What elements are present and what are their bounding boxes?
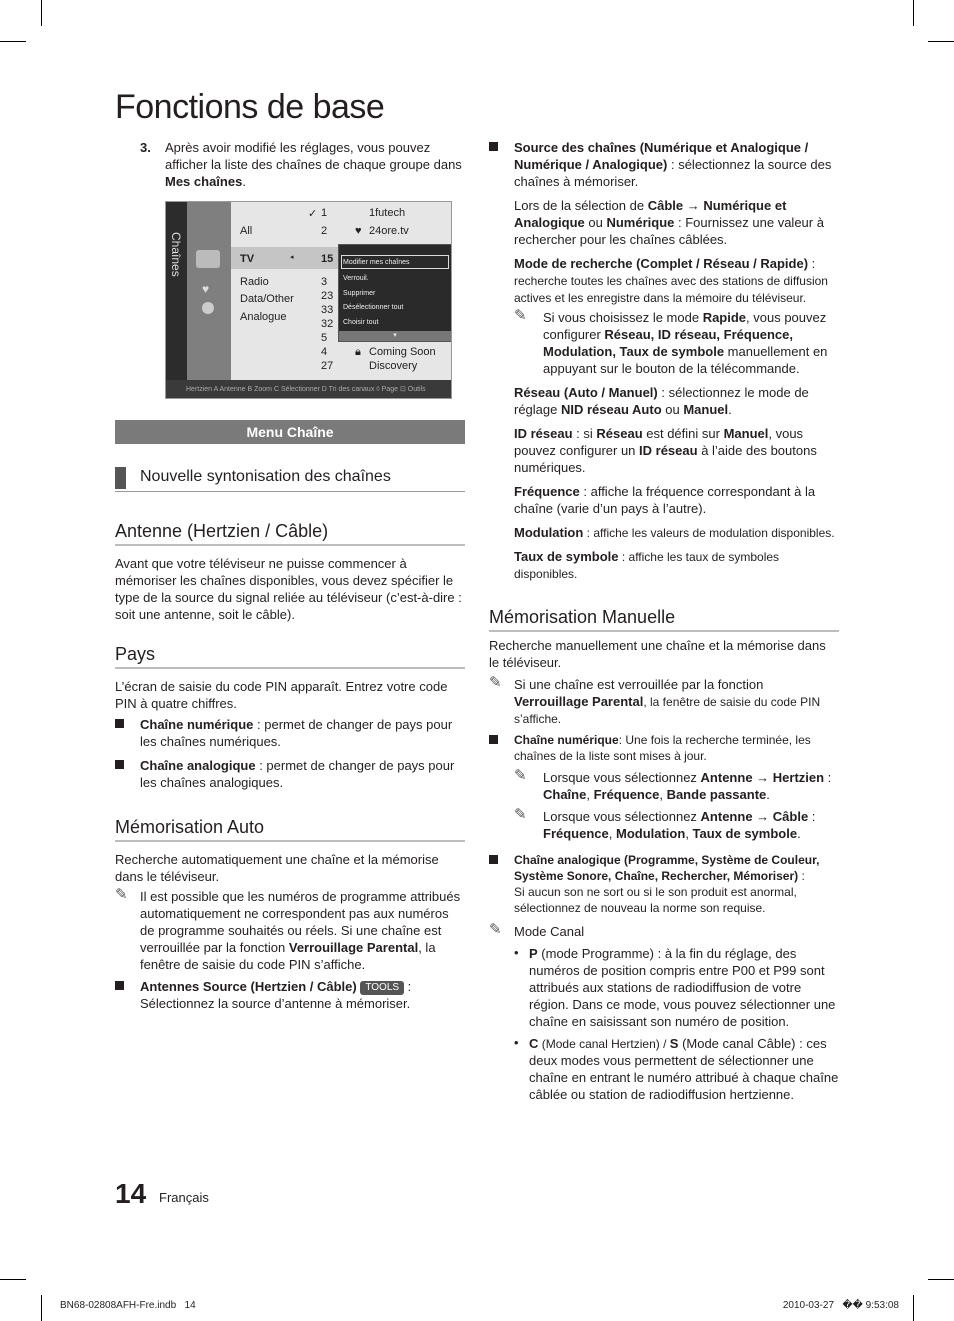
bold: Chaîne analogique bbox=[140, 758, 256, 773]
paragraph bbox=[489, 197, 839, 248]
bold: Réseau (Auto / Manuel) bbox=[514, 385, 658, 400]
bold: Verrouillage Parental bbox=[514, 694, 644, 709]
note bbox=[489, 676, 839, 727]
arrow-icon: ◂ bbox=[290, 254, 294, 261]
page-title: Fonctions de base bbox=[115, 88, 385, 126]
bold: Taux de symbole bbox=[692, 826, 798, 841]
bold: Verrouillage Parental bbox=[288, 940, 419, 955]
text: : bbox=[824, 770, 832, 785]
tools-badge: TOOLS bbox=[360, 981, 404, 995]
square-bullet-icon bbox=[489, 142, 498, 151]
channel-name: Coming Soon bbox=[369, 346, 436, 358]
heading-block bbox=[115, 467, 126, 489]
channel-name: 24ore.tv bbox=[369, 225, 409, 237]
dot-bullet-icon: • bbox=[514, 1035, 519, 1050]
number: 15 bbox=[321, 253, 334, 265]
text: : bbox=[808, 809, 816, 824]
crop-mark bbox=[0, 41, 26, 42]
text: : bbox=[808, 256, 816, 271]
text: , bbox=[659, 787, 667, 802]
paragraph bbox=[489, 548, 839, 582]
paragraph bbox=[489, 255, 839, 306]
step-text: Après avoir modifié les réglages, vous pouvez afficher la liste des chaînes de chaque groupe dans bbox=[165, 140, 462, 172]
text: Mode Canal bbox=[514, 924, 585, 939]
note bbox=[115, 888, 465, 973]
bold: Manuel bbox=[723, 426, 769, 441]
text: , la fenêtre de saisie du code PIN s’affiche. bbox=[514, 695, 821, 726]
subheading-text: Nouvelle syntonisation des chaînes bbox=[140, 468, 391, 485]
text: : bbox=[798, 869, 805, 883]
text: , bbox=[685, 826, 693, 841]
number: 4 bbox=[321, 346, 328, 358]
text: Lors de la sélection de bbox=[514, 198, 648, 213]
channel-list-screenshot bbox=[165, 201, 452, 399]
bold: Fréquence bbox=[593, 787, 660, 802]
bold: P bbox=[529, 946, 538, 961]
section-title: Pays bbox=[115, 643, 465, 669]
section-title: Mémorisation Auto bbox=[115, 816, 465, 842]
paragraph: Recherche automatiquement une chaîne et la mémorise dans le téléviseur. bbox=[115, 852, 439, 884]
bullet bbox=[115, 716, 465, 750]
number: 33 bbox=[321, 304, 334, 316]
bold: S bbox=[669, 1036, 679, 1051]
group-data: Data/Other bbox=[240, 293, 294, 305]
pencil-icon: ✎ bbox=[489, 674, 502, 691]
paragraph bbox=[489, 425, 839, 476]
text: : affiche les valeurs de modulation disponibles. bbox=[583, 526, 835, 540]
paragraph: L’écran de saisie du code PIN apparaît. Entrez votre code PIN à quatre chiffres. bbox=[115, 679, 448, 711]
bold: Fréquence bbox=[514, 484, 580, 499]
bold: Modulation bbox=[615, 826, 686, 841]
bold: Source des chaînes (Numérique et Analogique / Numérique / Analogique) bbox=[514, 140, 809, 172]
bold: ID réseau bbox=[514, 426, 573, 441]
pencil-icon: ✎ bbox=[489, 921, 502, 938]
lock-icon: 🔒︎ bbox=[355, 346, 361, 358]
text: (Mode canal Hertzien) / bbox=[538, 1037, 670, 1051]
bullet bbox=[115, 978, 465, 1012]
paragraph: Recherche manuellement une chaîne et la mémorise dans le téléviseur. bbox=[489, 638, 826, 670]
square-bullet-icon bbox=[115, 981, 124, 990]
paragraph: Avant que votre téléviseur ne puisse commencer à mémoriser les chaînes disponibles, vous devez spécifier le type de la source du signal reliée au téléviseur (c’est-à-dire : soit une antenne, soit le câble). bbox=[115, 556, 462, 622]
note bbox=[514, 808, 839, 842]
bold: Antenne → Câble bbox=[700, 809, 809, 824]
bold: Bande passante bbox=[666, 787, 767, 802]
group-analogue: Analogue bbox=[240, 311, 287, 323]
tools-popup bbox=[338, 244, 452, 342]
crop-mark bbox=[41, 0, 42, 26]
text: , bbox=[608, 826, 616, 841]
crop-mark bbox=[0, 1279, 26, 1280]
right-column bbox=[489, 139, 839, 1103]
footer-date: 2010-03-27 �� 9:53:08 bbox=[782, 1300, 899, 1311]
bottom-bar bbox=[166, 380, 452, 399]
note bbox=[489, 923, 839, 940]
number: 23 bbox=[321, 290, 334, 302]
group-radio: Radio bbox=[240, 276, 269, 288]
bold: Réseau, ID réseau, Fréquence, Modulation, Taux de symbole bbox=[543, 327, 794, 359]
number: 1 bbox=[321, 207, 328, 219]
bullet bbox=[489, 139, 839, 190]
popup-item[interactable]: Supprimer bbox=[343, 290, 376, 297]
text: Lorsque vous sélectionnez bbox=[543, 809, 701, 824]
text: à l’aide des boutons numériques. bbox=[514, 443, 817, 475]
heart-icon: ♥ bbox=[202, 282, 210, 296]
pencil-icon: ✎ bbox=[514, 806, 527, 823]
square-bullet-icon bbox=[115, 719, 124, 728]
bold: ID réseau bbox=[639, 443, 698, 458]
text: : Fournissez une valeur à rechercher pour les chaînes câblées. bbox=[514, 215, 824, 247]
text: manuellement en appuyant sur le bouton de la télécommande. bbox=[543, 344, 828, 376]
bold: Câble → Numérique et Analogique bbox=[514, 198, 787, 230]
text: ou bbox=[661, 402, 684, 417]
subheading bbox=[115, 467, 465, 492]
text: : Une fois la recherche terminée, les chaînes de la liste sont mises à jour. bbox=[514, 733, 811, 763]
section-title: Antenne (Hertzien / Câble) bbox=[115, 520, 465, 546]
text: . bbox=[797, 826, 801, 841]
bold: Taux de symbole bbox=[514, 549, 619, 564]
text: ou bbox=[584, 215, 607, 230]
bold: NID réseau Auto bbox=[560, 402, 662, 417]
bold: Numérique bbox=[606, 215, 675, 230]
crop-mark bbox=[928, 1279, 954, 1280]
text: , bbox=[586, 787, 594, 802]
bold: Antennes Source (Hertzien / Câble) bbox=[140, 979, 357, 994]
text: , vous pouvez configurer un bbox=[514, 426, 804, 458]
number: 3 bbox=[321, 276, 328, 288]
text: , la fenêtre de saisie du code PIN s’affiche. bbox=[140, 940, 436, 972]
group-all: All bbox=[240, 225, 253, 237]
text: : permet de changer de pays pour les chaînes analogiques. bbox=[140, 758, 455, 790]
dot-item bbox=[514, 1035, 839, 1103]
square-bullet-icon bbox=[489, 735, 498, 744]
text: Lorsque vous sélectionnez bbox=[543, 770, 701, 785]
text: . bbox=[728, 402, 732, 417]
text: (Mode canal Câble) : ces deux modes vous permettent de sélectionner une chaîne en entrant le numéro attribué à chaque chaîne câblée ou station de radiodiffusion hertzienne. bbox=[529, 1036, 839, 1102]
bullet bbox=[115, 757, 465, 791]
bullet bbox=[489, 732, 839, 764]
text: Si aucun son ne sort ou si le son produit est anormal, sélectionnez de nouveau la norme son requise. bbox=[514, 885, 797, 915]
text: est défini sur bbox=[642, 426, 724, 441]
globe-icon bbox=[202, 302, 214, 314]
square-bullet-icon bbox=[489, 855, 498, 864]
paragraph bbox=[489, 524, 839, 541]
popup-item[interactable]: Désélectionner tout bbox=[343, 304, 404, 311]
text: , vous pouvez configurer bbox=[543, 310, 827, 342]
crop-mark bbox=[913, 1295, 914, 1321]
popup-item[interactable]: Modifier mes chaînes bbox=[341, 255, 449, 269]
section-title: Mémorisation Manuelle bbox=[489, 606, 839, 632]
text: Si vous choisissez le mode bbox=[543, 310, 703, 325]
paragraph bbox=[489, 483, 839, 517]
dot-item bbox=[514, 945, 839, 1030]
text: : affiche les taux de symboles disponibles. bbox=[514, 550, 780, 581]
bullet bbox=[489, 852, 839, 916]
bold: Chaîne numérique bbox=[140, 717, 254, 732]
bold: Modulation bbox=[514, 525, 584, 540]
scroll-down-icon: ▾ bbox=[339, 331, 451, 341]
text: Si une chaîne est verrouillée par la fonction bbox=[514, 677, 764, 692]
bold: Réseau bbox=[596, 426, 643, 441]
bottom-help: Hertzien A Antenne B Zoom C Sélectionner D Tri des canaux ◊ Page ⊡ Outils bbox=[186, 386, 426, 393]
side-panel bbox=[166, 202, 187, 380]
text: : sélectionnez le mode de réglage bbox=[514, 385, 809, 417]
channel-name: Discovery bbox=[369, 360, 418, 372]
left-column bbox=[115, 520, 465, 1012]
side-label: Chaînes bbox=[169, 232, 183, 277]
bold: Chaîne bbox=[543, 787, 587, 802]
text: : si bbox=[572, 426, 597, 441]
number: 27 bbox=[321, 360, 334, 372]
icon-panel bbox=[187, 202, 231, 380]
pencil-icon: ✎ bbox=[514, 307, 527, 324]
note bbox=[514, 769, 839, 803]
crop-mark bbox=[913, 0, 914, 26]
bold: Mode de recherche (Complet / Réseau / Rapide) bbox=[514, 256, 809, 271]
text: : permet de changer de pays pour les chaînes numériques. bbox=[140, 717, 453, 749]
number: 5 bbox=[321, 332, 328, 344]
menu-bar: Menu Chaîne bbox=[115, 420, 465, 444]
text: : sélectionnez la source des chaînes à mémoriser. bbox=[514, 157, 832, 189]
group-tv: TV bbox=[240, 253, 255, 265]
text: . bbox=[766, 787, 770, 802]
text: (mode Programme) : à la fin du réglage, des numéros de position compris entre P00 et P99 sont attribués aux stations de radiodiffusion de votre région. Dans ce mode, vous pouvez sélectionner une chaîne en saisissant son numéro de position. bbox=[529, 946, 836, 1029]
pencil-icon: ✎ bbox=[115, 886, 128, 903]
paragraph bbox=[489, 384, 839, 418]
bold: Chaîne analogique (Programme, Système de Couleur, Système Sonore, Chaîne, Rechercher, Mémoriser) bbox=[514, 853, 820, 883]
tv-icon bbox=[196, 250, 220, 268]
text: recherche toutes les chaînes avec des stations de diffusion actives et les enregistre dans la mémoire du téléviseur. bbox=[514, 274, 828, 305]
number: 2 bbox=[321, 225, 328, 237]
check-icon: ✓ bbox=[308, 208, 318, 220]
number: 32 bbox=[321, 318, 334, 330]
bold: Fréquence bbox=[543, 826, 609, 841]
popup-item[interactable]: Verrouil. bbox=[343, 275, 369, 282]
bold: C bbox=[529, 1036, 539, 1051]
step-number: 3. bbox=[140, 140, 151, 155]
popup-item[interactable]: Choisir tout bbox=[343, 319, 379, 326]
dot-bullet-icon: • bbox=[514, 945, 519, 960]
text: : affiche la fréquence correspondant à la chaîne (varie d’un pays à l’autre). bbox=[514, 484, 816, 516]
text: : Sélectionnez la source d’antenne à mémoriser. bbox=[140, 979, 412, 1011]
bold: Antenne → Hertzien bbox=[700, 770, 825, 785]
language-label: Français bbox=[159, 1190, 209, 1205]
step-bold: Mes chaînes bbox=[165, 174, 243, 189]
step-end: . bbox=[242, 174, 246, 189]
pencil-icon: ✎ bbox=[514, 767, 527, 784]
heart-icon: ♥ bbox=[355, 225, 362, 237]
footer-file: BN68-02808AFH-Fre.indb 14 bbox=[60, 1300, 196, 1311]
page-number: 14 bbox=[115, 1178, 147, 1209]
step-3 bbox=[140, 139, 465, 190]
bold: Manuel bbox=[683, 402, 729, 417]
bold: Rapide bbox=[702, 310, 747, 325]
crop-mark bbox=[928, 41, 954, 42]
text: Il est possible que les numéros de programme attribués automatiquement ne correspondent pas aux numéros de programme souhaités ou réels. Si une chaîne est verrouillée par la fonction bbox=[140, 889, 461, 955]
note bbox=[514, 309, 839, 377]
bold: Chaîne numérique bbox=[514, 733, 619, 747]
crop-mark bbox=[41, 1295, 42, 1321]
square-bullet-icon bbox=[115, 760, 124, 769]
channel-name: 1futech bbox=[369, 207, 406, 219]
